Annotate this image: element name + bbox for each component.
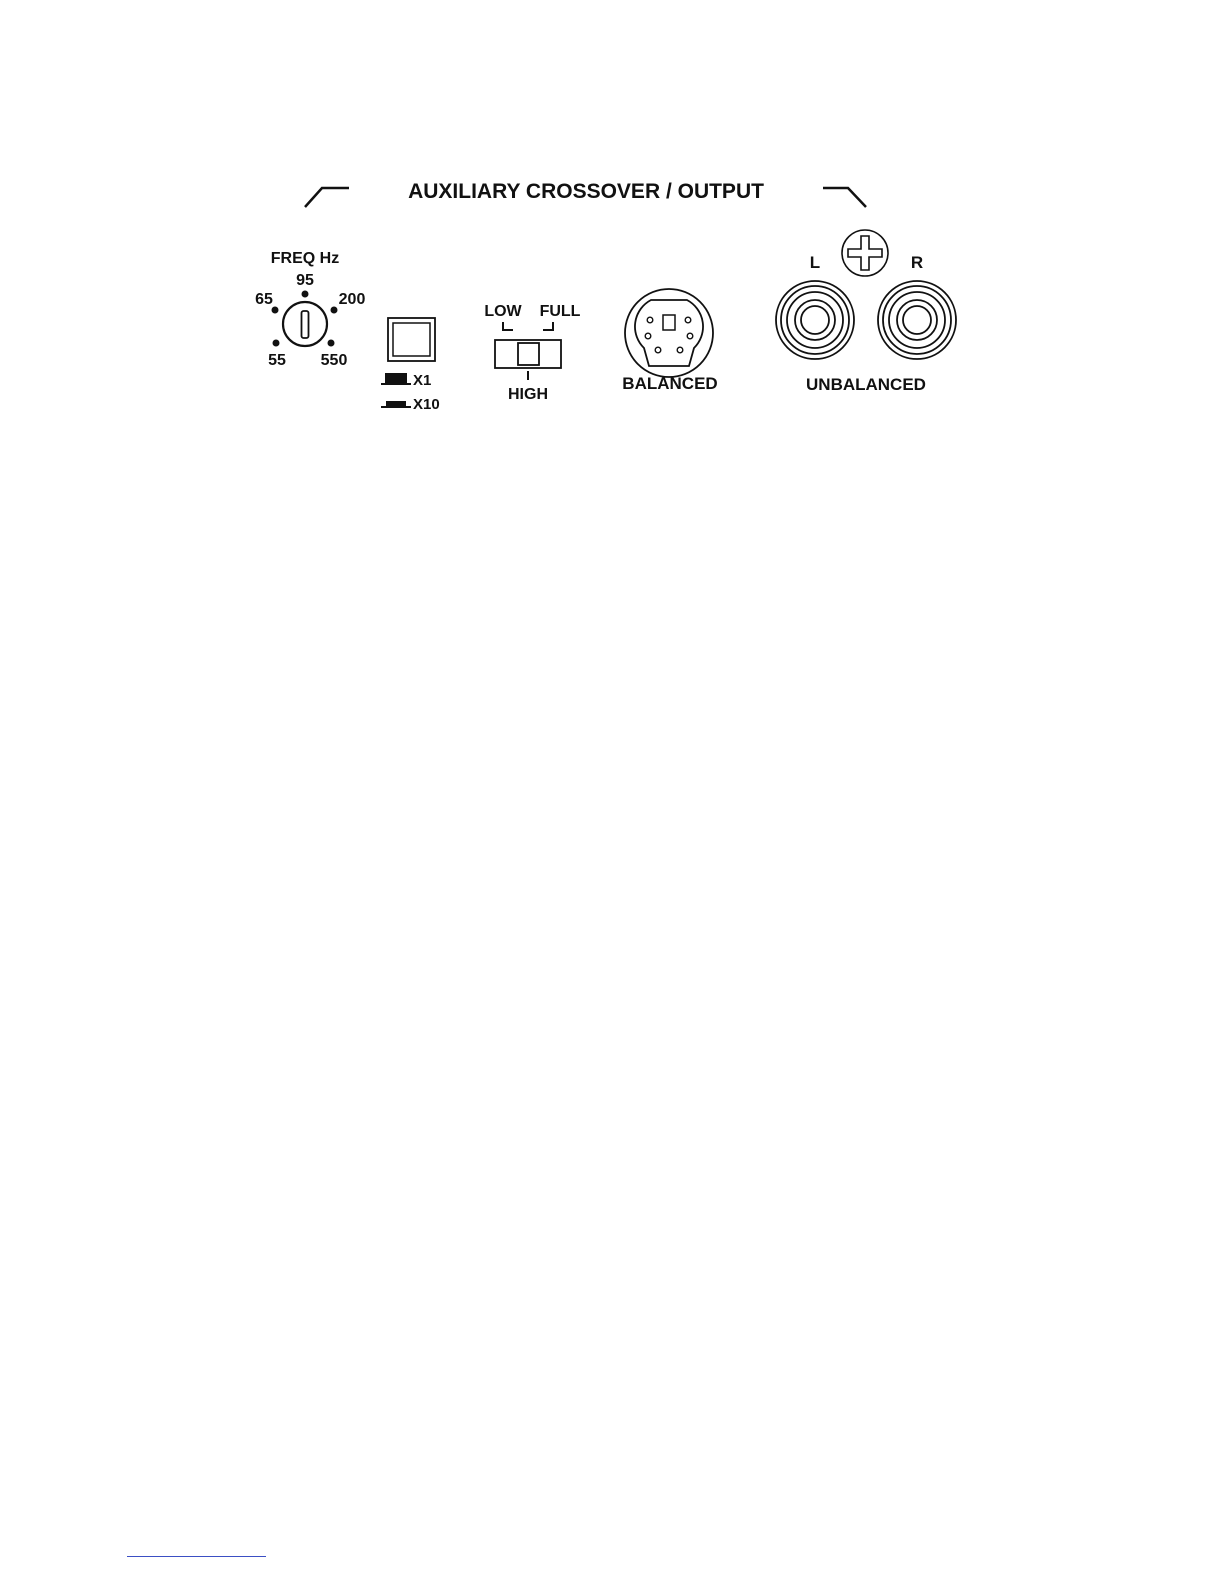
freq-position-550: 550 — [320, 352, 348, 369]
unbalanced-label: UNBALANCED — [806, 375, 926, 394]
freq-position-95: 95 — [296, 272, 314, 289]
freq-position-200: 200 — [338, 291, 366, 308]
freq-label: FREQ Hz — [270, 250, 340, 267]
freq-knob[interactable] — [283, 302, 327, 346]
freq-dot-95 — [302, 291, 309, 298]
rca-jack-right[interactable] — [878, 281, 956, 359]
balanced-jack-pin-1 — [647, 317, 653, 323]
balanced-jack-pin-5 — [655, 347, 661, 353]
title-bracket-left — [305, 188, 349, 207]
freq-knob-pointer-icon — [302, 311, 309, 338]
freq-dot-550 — [328, 340, 335, 347]
full-label: FULL — [539, 303, 581, 320]
mode-switch-group — [484, 303, 580, 403]
freq-position-55: 55 — [268, 352, 286, 369]
rca-jack-left[interactable] — [776, 281, 854, 359]
freq-dot-55 — [273, 340, 280, 347]
title-bracket-right — [823, 188, 866, 207]
freq-dot-65 — [272, 307, 279, 314]
balanced-output-group — [622, 289, 717, 393]
full-position-marker — [543, 322, 553, 330]
button-in-icon — [381, 401, 411, 408]
mode-slide-switch[interactable] — [495, 340, 561, 368]
gain-button-inner — [393, 323, 430, 356]
balanced-jack-pin-6 — [677, 347, 683, 353]
x10-label: X10 — [413, 396, 440, 413]
low-label: LOW — [484, 303, 522, 320]
freq-knob-group — [255, 250, 365, 369]
balanced-jack-key — [663, 315, 675, 330]
high-label: HIGH — [508, 386, 548, 403]
balanced-jack-pin-3 — [645, 333, 651, 339]
right-channel-label: R — [910, 253, 924, 272]
balanced-jack[interactable] — [625, 289, 713, 377]
gain-button-group — [381, 318, 440, 413]
mode-switch-thumb[interactable] — [518, 343, 539, 365]
balanced-jack-pin-4 — [687, 333, 693, 339]
button-out-icon — [381, 373, 411, 385]
unbalanced-output-group — [776, 230, 956, 394]
left-channel-label: L — [809, 253, 821, 272]
footer-rule — [127, 1556, 266, 1557]
balanced-label: BALANCED — [622, 374, 718, 393]
gain-push-button[interactable] — [388, 318, 435, 361]
panel-title: AUXILIARY CROSSOVER / OUTPUT — [408, 180, 764, 203]
x1-label: X1 — [413, 372, 432, 389]
balanced-jack-pin-2 — [685, 317, 691, 323]
screw-icon — [842, 230, 888, 276]
freq-position-65: 65 — [255, 291, 273, 308]
freq-dot-200 — [331, 307, 338, 314]
low-position-marker — [503, 322, 513, 330]
